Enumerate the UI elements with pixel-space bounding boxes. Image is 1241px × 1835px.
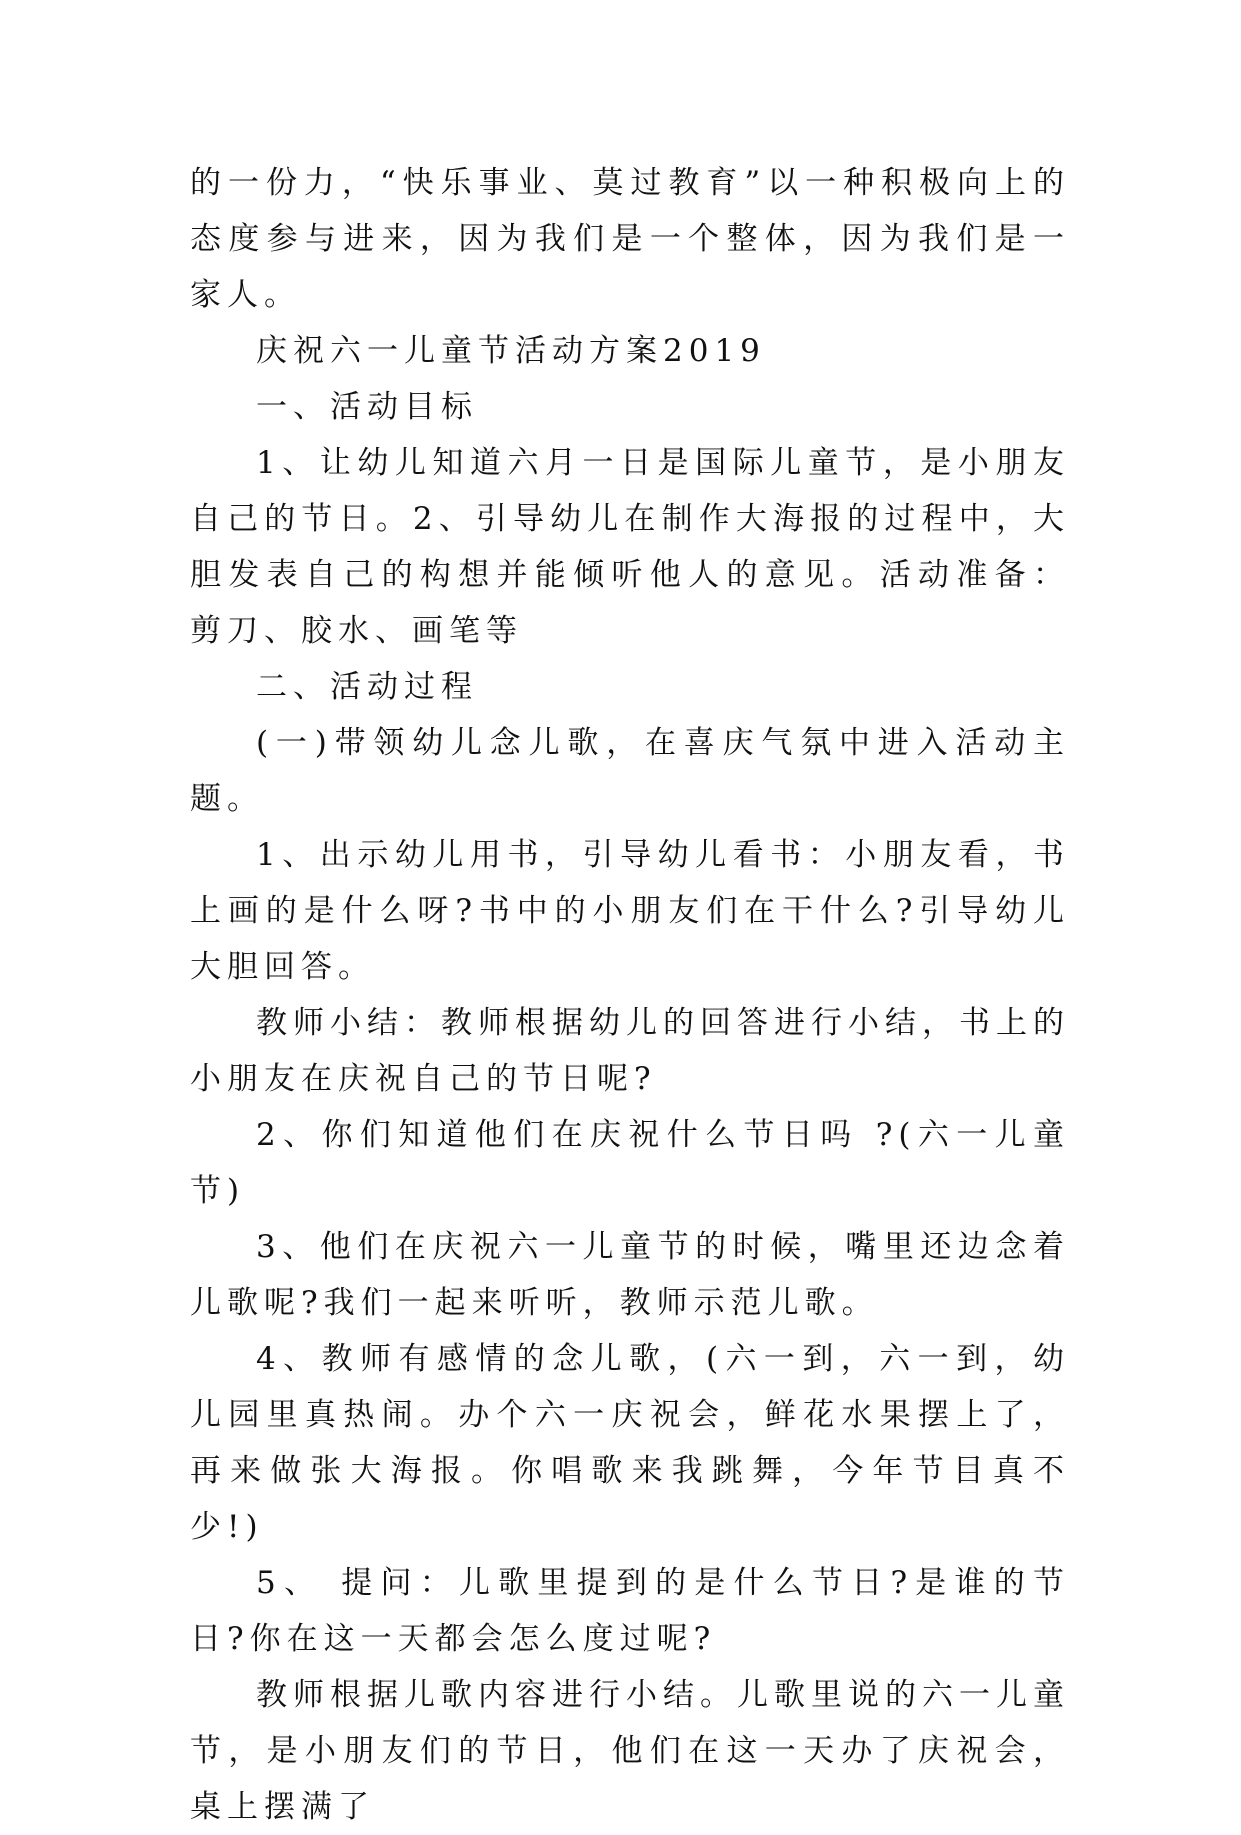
paragraph: 5、 提问：儿歌里提到的是什么节日?是谁的节日?你在这一天都会怎么度过呢? bbox=[190, 1565, 1070, 1657]
paragraph: (一)带领幼儿念儿歌，在喜庆气氛中进入活动主题。 bbox=[190, 725, 1070, 817]
paragraph: 1、让幼儿知道六月一日是国际儿童节，是小朋友自己的节日。2、引导幼儿在制作大海报的过程中，大胆发表自己的构想并能倾听他人的意见。活动准备：剪刀、胶水、画笔等 bbox=[190, 445, 1070, 649]
section-title: 庆祝六一儿童节活动方案2019 bbox=[256, 333, 766, 369]
paragraph: 教师小结：教师根据幼儿的回答进行小结，书上的小朋友在庆祝自己的节日呢? bbox=[190, 1005, 1070, 1097]
paragraph: 4、教师有感情的念儿歌，(六一到，六一到，幼儿园里真热闹。办个六一庆祝会，鲜花水果摆上了，再来做张大海报。你唱歌来我跳舞，今年节目真不少!) bbox=[190, 1341, 1070, 1545]
heading-activity-process: 二、活动过程 bbox=[256, 669, 478, 705]
paragraph: 的一份力，“快乐事业、莫过教育”以一种积极向上的态度参与进来，因为我们是一个整体，因为我们是一家人。 bbox=[190, 165, 1070, 313]
heading-activity-goals: 一、活动目标 bbox=[256, 389, 478, 425]
paragraph: 1、出示幼儿用书，引导幼儿看书：小朋友看，书上画的是什么呀?书中的小朋友们在干什么?引导幼儿大胆回答。 bbox=[190, 837, 1070, 985]
paragraph: 2、你们知道他们在庆祝什么节日吗 ?(六一儿童节) bbox=[190, 1117, 1070, 1209]
paragraph: 教师根据儿歌内容进行小结。儿歌里说的六一儿童节，是小朋友们的节日，他们在这一天办了庆祝会，桌上摆满了 bbox=[190, 1677, 1070, 1825]
document-body bbox=[190, 155, 1070, 1835]
paragraph: 3、他们在庆祝六一儿童节的时候，嘴里还边念着儿歌呢?我们一起来听听，教师示范儿歌。 bbox=[190, 1229, 1070, 1321]
